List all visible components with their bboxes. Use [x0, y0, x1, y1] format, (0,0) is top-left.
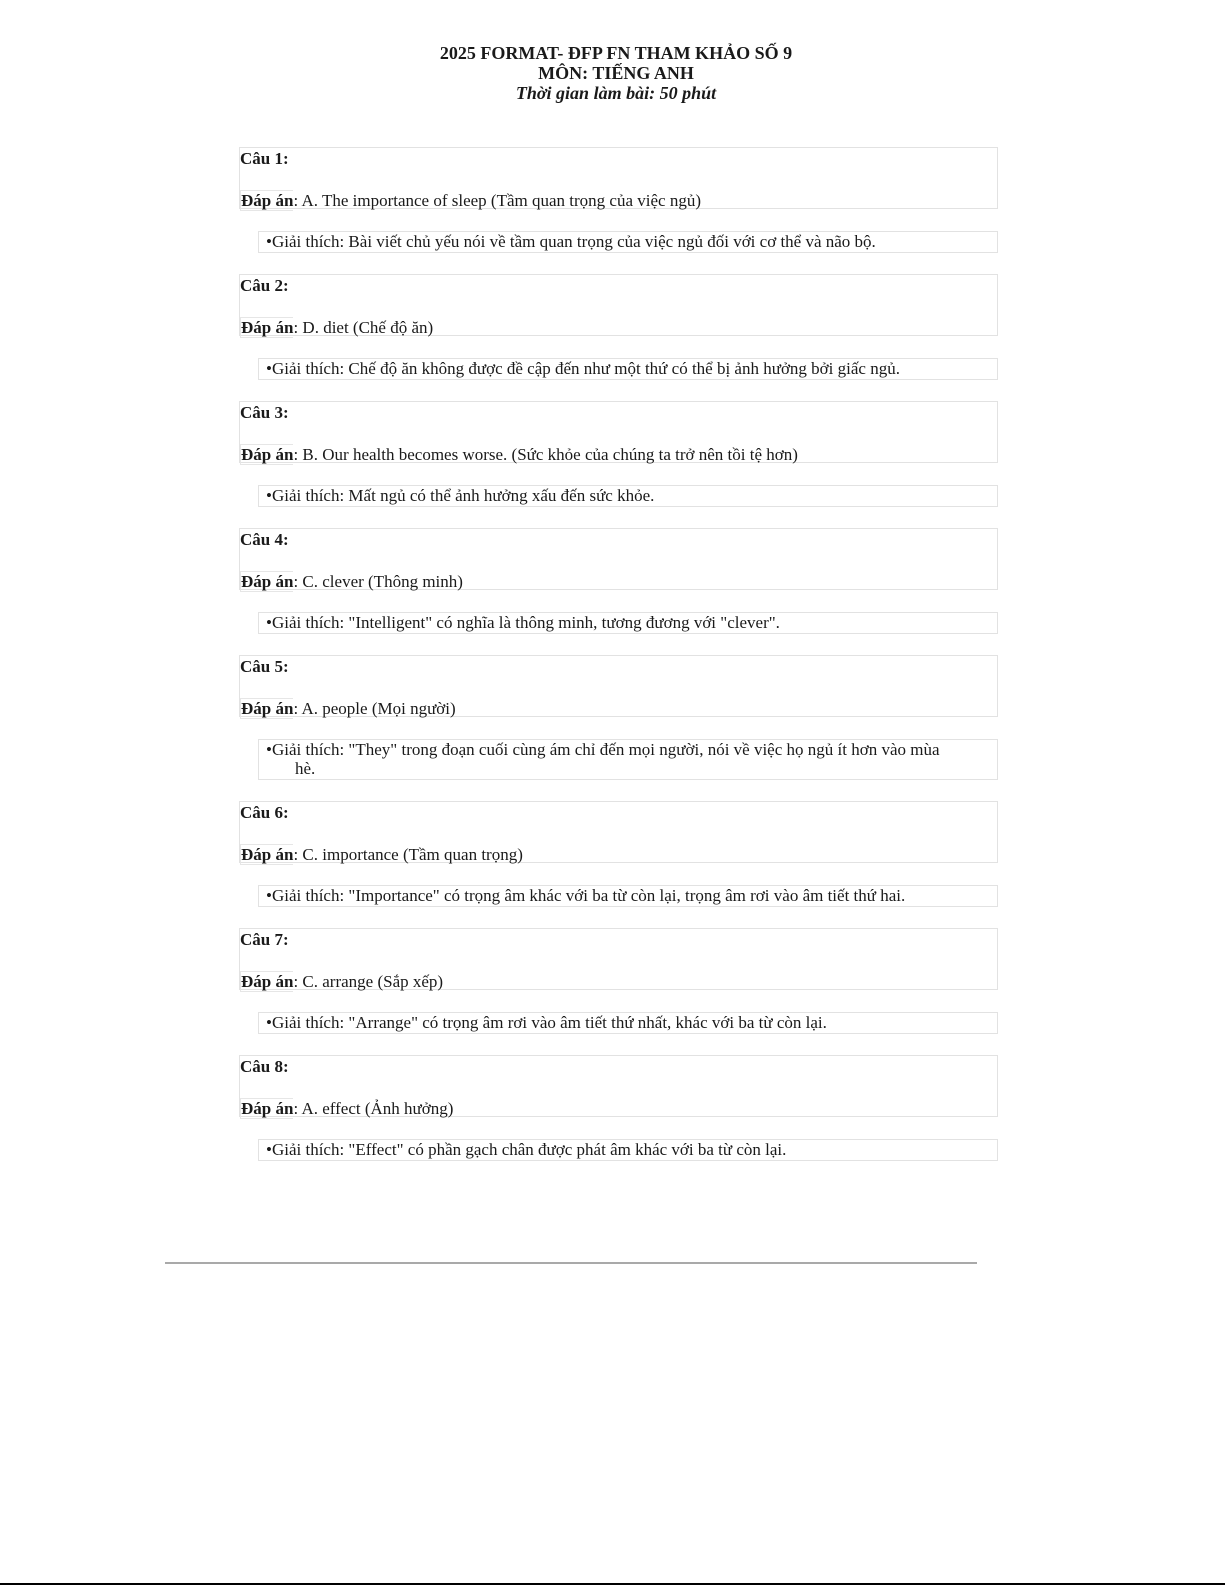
explanation [258, 885, 998, 907]
answer-label: Đáp án [241, 191, 294, 210]
explanation [258, 739, 998, 780]
question-answer [240, 572, 463, 592]
question-title: Câu 2: [240, 276, 289, 295]
answer-text: : C. arrange (Sắp xếp) [293, 972, 444, 991]
answer-text: : C. importance (Tầm quan trọng) [293, 845, 523, 864]
answer-label: Đáp án [241, 445, 294, 464]
question-answer [240, 699, 456, 719]
answer-text: : A. The importance of sleep (Tầm quan trọng của việc ngủ) [293, 191, 701, 210]
answer-text: : C. clever (Thông minh) [293, 572, 463, 591]
question-block-6 [239, 801, 998, 863]
document-header [0, 43, 1225, 103]
answer-label: Đáp án [241, 1099, 294, 1118]
explanation [258, 1012, 998, 1034]
explanation [258, 358, 998, 380]
answer-text: : D. diet (Chế độ ăn) [293, 318, 434, 337]
question-title: Câu 4: [240, 530, 289, 549]
answer-label: Đáp án [241, 972, 294, 991]
explanation [258, 231, 998, 253]
answer-label: Đáp án [241, 845, 294, 864]
question-block-2 [239, 274, 998, 336]
answer-text: : A. effect (Ảnh hưởng) [293, 1099, 454, 1118]
page-divider [165, 1262, 977, 1264]
explanation-text: •Giải thích: "They" trong đoạn cuối cùng ám chỉ đến mọi người, nói về việc họ ngủ ít hơn vào mùa hè. [266, 740, 940, 778]
answer-label: Đáp án [241, 572, 294, 591]
explanation [258, 485, 998, 507]
question-title: Câu 6: [240, 803, 289, 822]
question-block-8 [239, 1055, 998, 1117]
question-answer [240, 1099, 453, 1119]
explanation [258, 1139, 998, 1161]
document-subject: MÔN: TIẾNG ANH [538, 63, 694, 83]
answer-text: : A. people (Mọi người) [293, 699, 456, 718]
question-block-3 [239, 401, 998, 463]
answer-label: Đáp án [241, 318, 294, 337]
question-answer [240, 318, 433, 338]
question-title: Câu 8: [240, 1057, 289, 1076]
question-block-7 [239, 928, 998, 990]
question-answer [240, 191, 701, 211]
question-title: Câu 7: [240, 930, 289, 949]
document-time: Thời gian làm bài: 50 phút [515, 83, 717, 103]
explanation-text: •Giải thích: Bài viết chủ yếu nói về tầm quan trọng của việc ngủ đối với cơ thể và não bộ. [266, 232, 876, 251]
answer-text: : B. Our health becomes worse. (Sức khỏe của chúng ta trở nên tồi tệ hơn) [293, 445, 798, 464]
explanation-text: •Giải thích: "Effect" có phần gạch chân được phát âm khác với ba từ còn lại. [266, 1140, 787, 1159]
question-title: Câu 3: [240, 403, 289, 422]
explanation-text: •Giải thích: "Importance" có trọng âm khác với ba từ còn lại, trọng âm rơi vào âm tiết thứ hai. [266, 886, 906, 905]
question-answer [240, 445, 798, 465]
answer-list [239, 147, 998, 1182]
explanation-text: •Giải thích: Chế độ ăn không được đề cập đến như một thứ có thể bị ảnh hưởng bởi giấc ngủ. [266, 359, 900, 378]
document-title: 2025 FORMAT- ĐFP FN THAM KHẢO SỐ 9 [439, 43, 793, 63]
question-block-5 [239, 655, 998, 717]
explanation-text: •Giải thích: "Arrange" có trọng âm rơi vào âm tiết thứ nhất, khác với ba từ còn lại. [266, 1013, 827, 1032]
question-answer [240, 972, 443, 992]
question-block-4 [239, 528, 998, 590]
question-block-1 [239, 147, 998, 209]
question-answer [240, 845, 523, 865]
explanation-text: •Giải thích: "Intelligent" có nghĩa là thông minh, tương đương với "clever". [266, 613, 780, 632]
explanation-text: •Giải thích: Mất ngủ có thể ảnh hưởng xấu đến sức khỏe. [266, 486, 655, 505]
answer-label: Đáp án [241, 699, 294, 718]
question-title: Câu 1: [240, 149, 289, 168]
explanation [258, 612, 998, 634]
question-title: Câu 5: [240, 657, 289, 676]
